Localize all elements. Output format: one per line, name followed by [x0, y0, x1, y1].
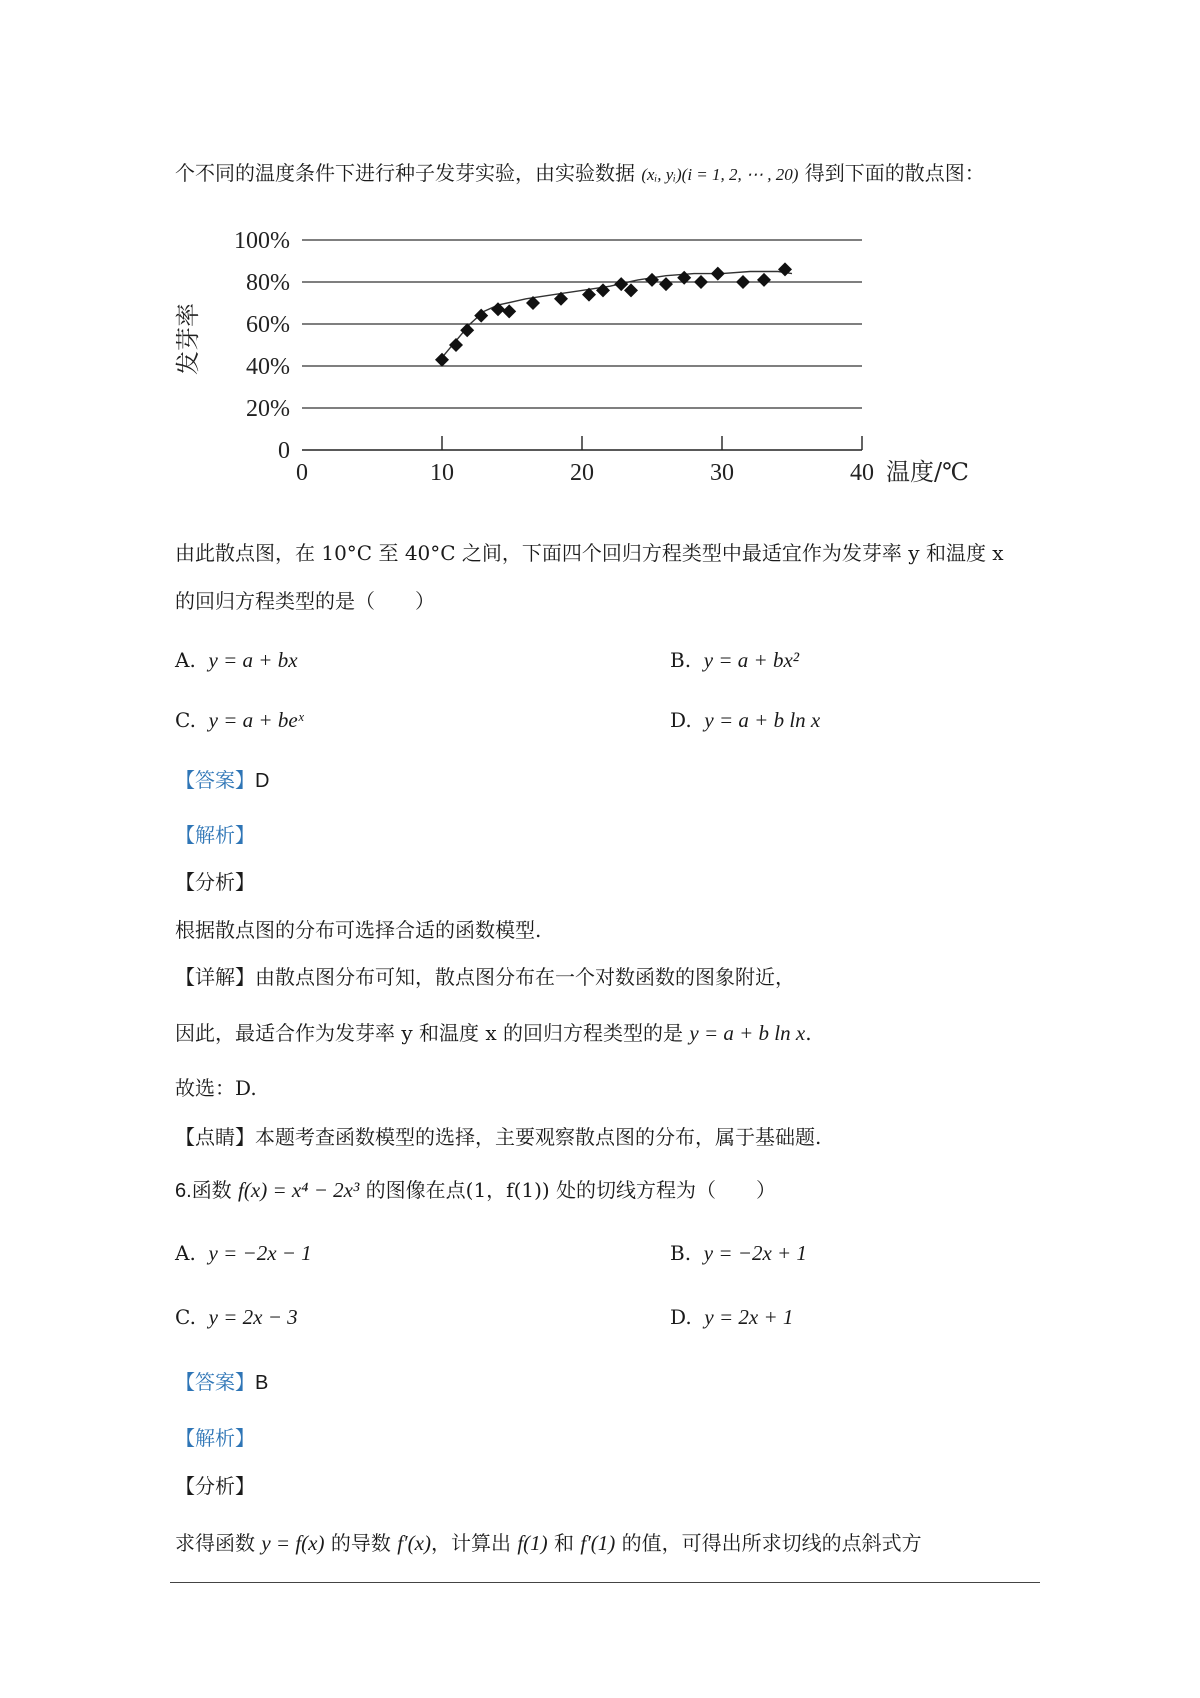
q6-option-b-label: B. [670, 1241, 692, 1265]
q5-xiangjie-line [175, 962, 795, 992]
q5-fenxi-text: 根据散点图的分布可选择合适的函数模型. [175, 918, 542, 942]
data-point [502, 304, 516, 318]
q5-option-d-label: D. [670, 708, 692, 732]
q5-yinci-line [175, 1018, 812, 1048]
intro-math: (xᵢ, yᵢ)(i = 1, 2, ⋯ , 20) [641, 165, 799, 184]
q6-last-m4: f′(1) [580, 1531, 616, 1555]
q6-option-a [175, 1238, 312, 1268]
q6-stem-b: 的图像在点 [365, 1178, 466, 1202]
y-axis-label: 发芽率 [174, 303, 202, 375]
data-point [645, 273, 659, 287]
x-tick-label: 40 [850, 460, 874, 486]
x-tick-label: 0 [296, 460, 308, 486]
q5-guxuan: 故选：D. [175, 1076, 257, 1100]
data-point [449, 338, 463, 352]
x-axis-label: 温度/℃ [886, 458, 969, 486]
intro-line [175, 158, 985, 190]
x-tick-label: 30 [710, 460, 734, 486]
chart-axes [302, 436, 862, 450]
q6-stem-math: f(x) = x⁴ − 2x³ [238, 1178, 360, 1202]
data-point [711, 267, 725, 281]
data-point [460, 323, 474, 337]
y-tick-label: 0 [278, 438, 290, 464]
intro-text: 个不同的温度条件下进行种子发芽实验，由实验数据 [175, 161, 635, 185]
q5-option-d [670, 705, 820, 735]
q5-option-a-math: y = a + bx [208, 648, 298, 672]
x-tick-label: 10 [430, 460, 454, 486]
q6-option-a-label: A. [175, 1241, 196, 1265]
x-tick-label: 20 [570, 460, 594, 486]
q6-last-d: 和 [554, 1531, 575, 1555]
q5-xiangjie-text: 由散点图分布可知，散点图分布在一个对数函数的图象附近， [255, 965, 795, 989]
data-point [596, 283, 610, 297]
q5-stem-line1: 由此散点图，在 10°C 至 40°C 之间，下面四个回归方程类型中最适宜作为发芽率 y 和温度 x [175, 541, 1004, 565]
y-tick-label: 60% [246, 312, 290, 338]
data-points [435, 262, 792, 366]
q5-yinci-text: 因此，最适合作为发芽率 y 和温度 x 的回归方程类型的是 [175, 1021, 684, 1045]
q6-last-b: 的导数 [330, 1531, 391, 1555]
q5-yinci-math: y = a + b ln x [689, 1021, 806, 1045]
q6-option-d-math: y = 2x + 1 [704, 1305, 794, 1329]
q6-option-c [175, 1302, 298, 1332]
q5-option-a-label: A. [175, 648, 196, 672]
q6-point: (1，f(1)) [465, 1178, 550, 1202]
q5-dianjing-tag: 【点睛】 [175, 1125, 255, 1149]
q5-option-b-math: y = a + bx² [703, 648, 800, 672]
q5-option-c [175, 705, 304, 735]
y-tick-label: 80% [246, 270, 290, 296]
q6-answer: B [255, 1372, 269, 1394]
q6-last-m3: f(1) [517, 1531, 548, 1555]
footer-rule [170, 1582, 1040, 1583]
q5-answer-tag: 【答案】 [175, 768, 255, 792]
q5-yinci-end: . [805, 1021, 812, 1045]
q5-option-d-math: y = a + b ln x [704, 708, 821, 732]
q6-number: 6. [175, 1180, 192, 1202]
q5-jiexi: 【解析】 [175, 823, 255, 847]
q5-option-c-math: y = a + beˣ [208, 708, 304, 732]
q5-option-c-label: C. [175, 708, 196, 732]
q5-xiangjie-tag: 【详解】 [175, 965, 255, 989]
q6-last-e: 的值，可得出所求切线的点斜式方 [621, 1531, 922, 1555]
q5-dianjing-line [175, 1122, 821, 1152]
q6-option-b-math: y = −2x + 1 [703, 1241, 807, 1265]
q6-stem-a: 函数 [191, 1178, 232, 1202]
y-tick-label: 100% [234, 228, 290, 254]
q6-option-b [670, 1238, 807, 1268]
q6-jiexi: 【解析】 [175, 1426, 255, 1450]
q5-fenxi: 【分析】 [175, 870, 255, 894]
q5-answer-line [175, 765, 269, 796]
q6-last-c: ，计算出 [430, 1531, 511, 1555]
chart-grid [302, 240, 862, 408]
data-point [778, 262, 792, 276]
germination-scatter-chart [170, 220, 969, 520]
q5-answer: D [255, 770, 270, 792]
q6-option-d-label: D. [670, 1305, 692, 1329]
q5-dianjing-text: 本题考查函数模型的选择，主要观察散点图的分布，属于基础题. [255, 1125, 822, 1149]
q6-answer-tag: 【答案】 [175, 1370, 255, 1394]
q5-option-b-label: B. [670, 648, 692, 672]
chart-labels [174, 228, 969, 486]
q6-stem-c: 处的切线方程为（ ） [556, 1178, 777, 1202]
q6-last-m2: f′(x) [397, 1531, 431, 1555]
q6-option-a-math: y = −2x − 1 [208, 1241, 312, 1265]
q5-option-b [670, 645, 799, 675]
q6-last-a: 求得函数 [175, 1531, 255, 1555]
y-tick-label: 20% [246, 396, 290, 422]
q6-option-d [670, 1302, 793, 1332]
q6-option-c-math: y = 2x − 3 [208, 1305, 298, 1329]
q6-option-c-label: C. [175, 1305, 196, 1329]
q5-stem-line2: 的回归方程类型的是（ ） [175, 589, 435, 613]
q6-last-line [175, 1528, 922, 1558]
q6-fenxi: 【分析】 [175, 1474, 255, 1498]
data-point [435, 353, 449, 367]
q6-stem [175, 1175, 776, 1206]
data-point [659, 277, 673, 291]
q6-last-m1: y = f(x) [261, 1531, 325, 1555]
intro-text-end: 得到下面的散点图： [804, 161, 985, 185]
q6-answer-line [175, 1367, 268, 1398]
y-tick-label: 40% [246, 354, 290, 380]
data-point [736, 275, 750, 289]
data-point [677, 271, 691, 285]
data-point [757, 273, 771, 287]
data-point [694, 275, 708, 289]
q5-option-a [175, 645, 298, 675]
